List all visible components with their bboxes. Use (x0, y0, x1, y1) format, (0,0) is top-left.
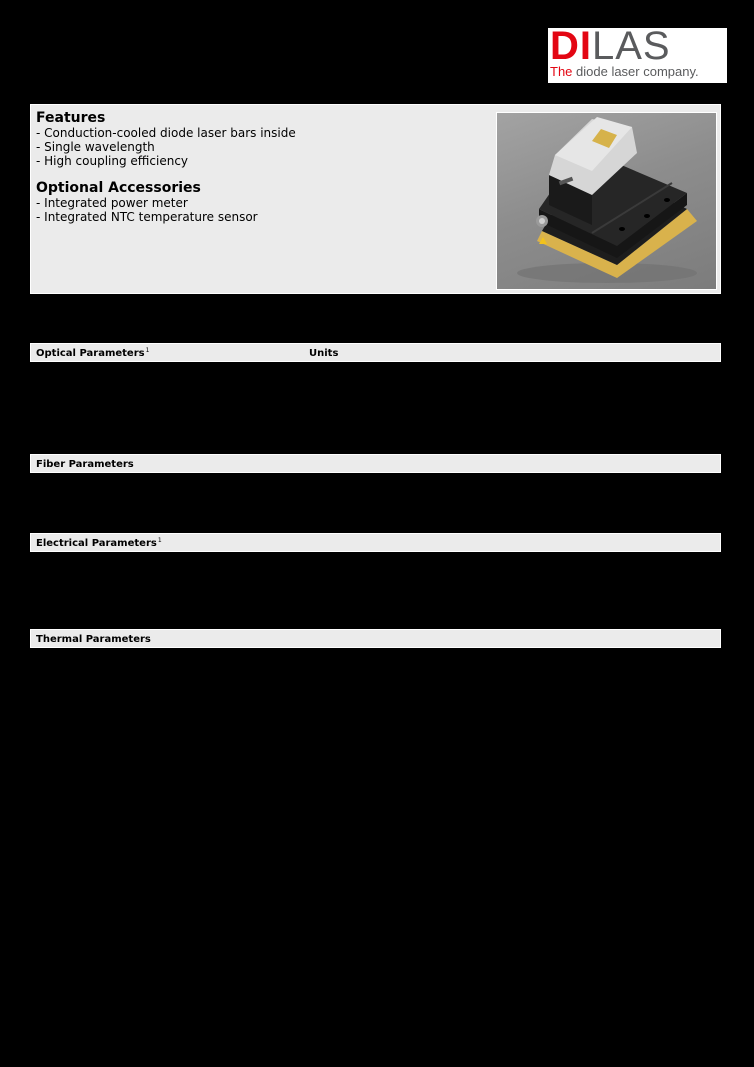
section-fiber-parameters (30, 454, 721, 473)
feature-item: - Conduction-cooled diode laser bars inside (36, 126, 296, 140)
section-electrical-parameters (30, 533, 721, 552)
section-thermal-parameters (30, 629, 721, 648)
section-title-text: Optical Parameters (36, 348, 145, 359)
accessories-list (36, 196, 296, 224)
accessory-item: - Integrated power meter (36, 196, 296, 210)
logo-wordmark-gray: LAS (592, 24, 671, 68)
section-title-text: Electrical Parameters (36, 538, 157, 549)
section-title-text: Thermal Parameters (36, 634, 151, 645)
logo-wordmark-red: DI (550, 24, 592, 68)
section-title-text: Fiber Parameters (36, 459, 134, 470)
accessories-heading: Optional Accessories (36, 180, 201, 196)
company-logo (548, 24, 727, 83)
features-panel (30, 104, 721, 294)
feature-item: - Single wavelength (36, 140, 296, 154)
section-title (36, 456, 134, 473)
accessory-item: - Integrated NTC temperature sensor (36, 210, 296, 224)
section-title (36, 535, 162, 552)
logo-tagline-rest: diode laser company. (572, 64, 699, 79)
footnote-marker: 1 (145, 347, 150, 354)
logo-tagline (550, 65, 699, 79)
features-text (36, 110, 296, 224)
features-list (36, 126, 296, 168)
logo-tagline-the: The (550, 64, 573, 79)
laser-module-illustration (497, 113, 716, 289)
product-photo (496, 112, 717, 290)
logo-wordmark (550, 24, 671, 68)
features-heading: Features (36, 110, 106, 126)
section-title (36, 631, 151, 648)
feature-item: - High coupling efficiency (36, 154, 296, 168)
footnote-marker: 1 (157, 537, 162, 544)
section-optical-parameters (30, 343, 721, 362)
section-title (36, 345, 149, 362)
units-column-header: Units (309, 348, 339, 359)
